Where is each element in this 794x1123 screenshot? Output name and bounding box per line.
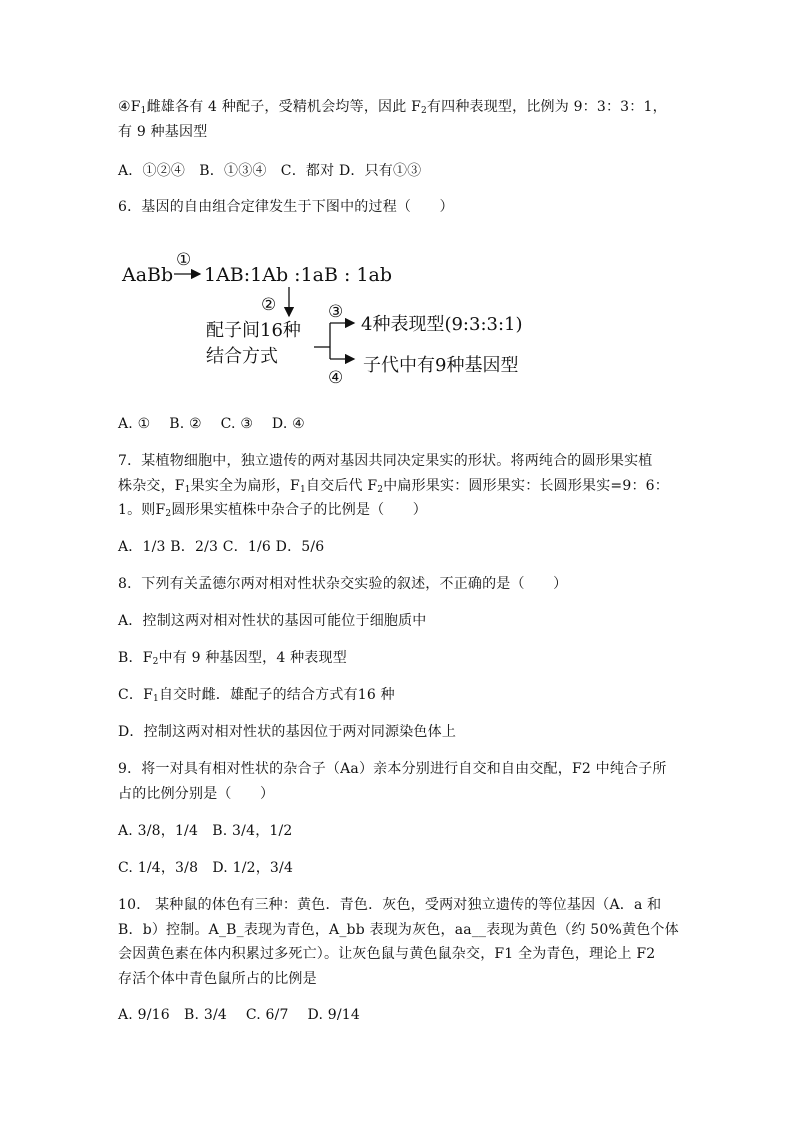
q7-line2 [118,479,669,493]
q10-line3: 会因黄色素在体内积累过多死亡）。让灰色鼠与黄色鼠杂交，F1 全为青色，理论上 F2 [118,946,656,962]
parent-genotype: AaBb [122,264,174,286]
q5-options: A．①②④ B．①③④ C．都对 D．只有①③ [118,163,422,179]
subscript: 2 [152,657,159,667]
subscript: 1 [184,485,191,495]
step3-label: ③ [328,302,344,322]
text: 雌雄各有 4 种配子，受精机会均等，因此 F [146,99,421,115]
text: 果实全为扁形，F [190,478,300,494]
combo-line1: 配子间16种 [206,320,301,341]
subscript: 2 [165,509,172,519]
text: 自交时雌．雄配子的结合方式有16 种 [158,687,395,703]
combo-line2: 结合方式 [206,346,278,367]
text: 株杂交，F [118,478,185,494]
text: ④F [118,99,141,115]
q10-line2: B．b）控制。A_B_表现为青色，A_bb 表现为灰色，aa__表现为黄色（约 50%黄色个体 [118,922,679,938]
q10-line1: 10． 某种鼠的体色有三种：黄色．青色．灰色，受两对独立遗传的等位基因（A．a 和 [118,897,662,913]
step2-label: ② [261,295,277,315]
q5-item4-cont: 有 9 种基因型 [118,124,208,140]
subscript: 1 [299,485,306,495]
q8-option-a: A．控制这两对相对性状的基因可能位于细胞质中 [118,613,427,629]
text: 中有 9 种基因型，4 种表现型 [158,650,347,666]
result4: 子代中有9种基因型 [363,355,519,376]
q8-stem: 8．下列有关孟德尔两对相对性状杂交实验的叙述，不正确的是（ ） [118,576,568,592]
q7-line1: 7．某植物细胞中，独立遗传的两对基因共同决定果实的形状。将两纯合的圆形果实植 [118,453,653,469]
q9-options-1: A. 3/8，1/4 B. 3/4，1/2 [118,823,293,839]
q9-line2: 占的比例分别是（ ） [118,786,275,802]
result3: 4种表现型(9:3:3:1) [361,314,523,335]
text: 1。则F [118,502,166,518]
q6-stem: 6．基因的自由组合定律发生于下图中的过程（ ） [118,199,454,215]
text: 自交后代 F [305,478,378,494]
step1-label: ① [176,250,192,270]
q8-option-c [118,688,395,702]
subscript: 1 [153,694,159,704]
text: 有四种表现型，比例为 9：3：3：1， [426,99,667,115]
gene-diagram [118,238,548,388]
q9-options-2: C. 1/4，3/8 D. 1/2，3/4 [118,860,294,876]
q6-options: A. ① B. ② C. ③ D. ④ [118,416,305,432]
q8-option-d: D．控制这两对相对性状的基因位于两对同源染色体上 [118,724,457,740]
q5-item4 [118,100,667,114]
q9-line1: 9．将一对具有相对性状的杂合子（Aa）亲本分别进行自交和自由交配，F2 中纯合子所 [118,761,667,777]
q8-option-b [118,651,347,665]
q10-options: A. 9/16 B. 3/4 C. 6/7 D. 9/14 [118,1007,360,1023]
gametes-ratio: 1AB:1Ab :1aB : 1ab [204,264,393,286]
subscript: 2 [420,106,427,116]
subscript: 2 [377,485,384,495]
text: 圆形果实植株中杂合子的比例是（ ） [171,502,427,518]
q10-line4: 存活个体中青色鼠所占的比例是 [118,971,317,987]
q7-line3 [118,503,427,517]
q7-options: A．1/3 B．2/3 C．1/6 D．5/6 [118,539,325,555]
text: 中扁形果实：圆形果实：长圆形果实=9：6： [383,478,669,494]
step4-label: ④ [328,368,344,388]
text: B．F [118,650,153,666]
text: C．F [118,687,154,703]
subscript: 1 [140,106,147,116]
